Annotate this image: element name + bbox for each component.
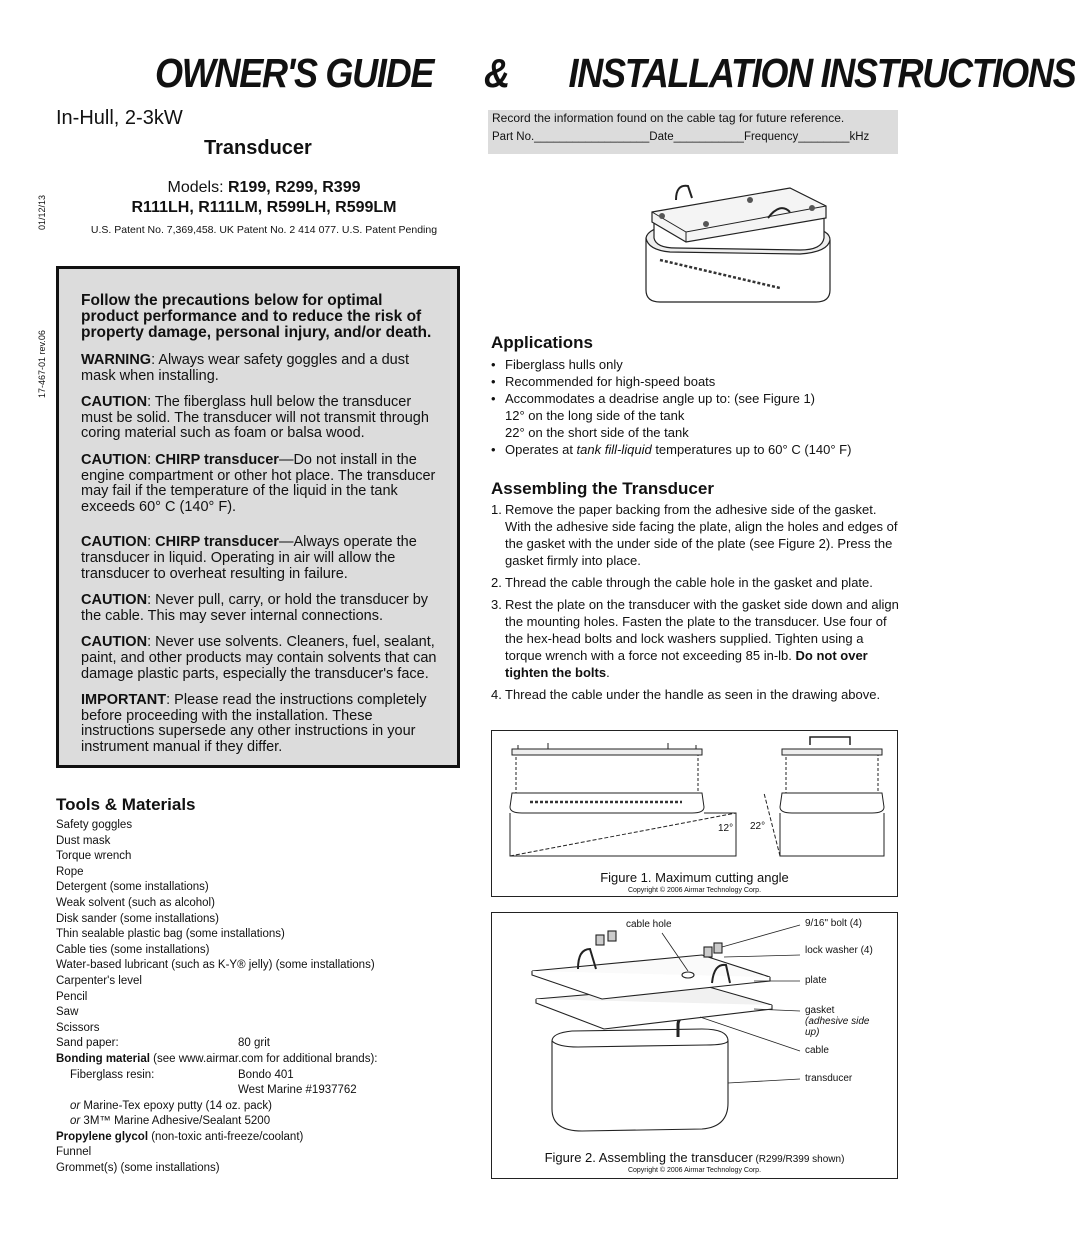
record-fields: Part No.__________________Date___________Frequency________kHz — [492, 131, 870, 143]
list-item: Pencil — [56, 990, 88, 1003]
title-ampersand: & — [484, 50, 509, 96]
assembling-heading: Assembling the Transducer — [491, 479, 714, 498]
figure-2-caption: Figure 2. Assembling the transducer (R299/R399 shown) — [544, 1150, 845, 1165]
transducer-illustration — [640, 178, 832, 310]
cutting-angle-diagram — [492, 731, 897, 866]
cable-hole-label: cable hole — [626, 919, 672, 930]
applications-list — [491, 356, 901, 458]
bolt-label: 9/16" bolt (4) — [805, 918, 862, 929]
cable-label: cable — [805, 1045, 829, 1056]
doc-code: 17-467-01 rev.06 — [37, 330, 47, 398]
models-prefix: Models: — [167, 179, 228, 196]
warning-item: WARNING: Always wear safety goggles and a dust mask when installing. — [81, 352, 410, 384]
list-item: Carpenter's level — [56, 974, 142, 987]
figure-1-caption: Figure 1. Maximum cutting angle — [600, 870, 789, 885]
models — [56, 178, 472, 218]
list-item: • Operates at tank fill-liquid temperatures up to 60° C (140° F) — [491, 441, 901, 458]
list-item: Disk sander (some installations) — [56, 912, 219, 925]
list-item: Saw — [56, 1006, 79, 1019]
lock-washer-label: lock washer (4) — [805, 945, 873, 956]
list-item: West Marine #1937762 — [238, 1084, 357, 1097]
list-item: Grommet(s) (some installations) — [56, 1162, 220, 1175]
important-item: IMPORTANT: Please read the instructions completely before proceeding with the installation. These instructions supersede any other instructions in your instrument manual if they differ. — [81, 692, 427, 755]
list-item: Bonding material (see www.airmar.com for additional brands): — [56, 1052, 378, 1065]
list-item: or Marine-Tex epoxy putty (14 oz. pack) — [70, 1099, 272, 1112]
list-item: • Fiberglass hulls only — [491, 356, 901, 373]
list-item: Funnel — [56, 1146, 92, 1159]
step-2: 2. Thread the cable through the cable hole in the gasket and plate. — [491, 575, 873, 590]
list-item: Safety goggles — [56, 819, 133, 831]
list-item: 12° on the long side of the tank — [505, 408, 685, 423]
step-1: 1. Remove the paper backing from the adhesive side of the gasket. With the adhesive side facing the plate, align the holes and edges of the gasket with the under side of the plate (see Figure 2). Press the gasket firmly into place. — [491, 502, 898, 568]
title-installation: INSTALLATION INSTRUCTIONS — [568, 50, 1075, 96]
figure-1 — [491, 730, 898, 897]
title-owners-guide: OWNER'S GUIDE — [155, 50, 434, 96]
list-item: 22° on the short side of the tank — [505, 425, 689, 440]
list-item: Rope — [56, 865, 84, 878]
record-instruction: Record the information found on the cable tag for future reference. — [492, 111, 845, 125]
tools-list — [56, 818, 476, 1177]
list-item: Detergent (some installations) — [56, 881, 209, 894]
patent-info: U.S. Patent No. 7,369,458. UK Patent No. 2 414 077. U.S. Patent Pending — [90, 224, 438, 236]
gasket-note-label: (adhesive side up) — [805, 1016, 870, 1038]
page-title — [155, 50, 1075, 97]
step-4: 4. Thread the cable under the handle as seen in the drawing above. — [491, 687, 881, 702]
list-item: Scissors — [56, 1021, 100, 1034]
step-3: 3. Rest the plate on the transducer with the gasket side down and align the mounting holes. Fasten the plate to the transducer. Use four of the hex-head bolts and lock washers supplied. Tighten using a torque wrench with a force not exceeding 85 in-lb. Do not over tighten the bolts. — [491, 597, 899, 680]
caution-item: CAUTION: CHIRP transducer—Do not install in the engine compartment or other hot place. The transducer may fail if the temperature of the liquid in the tank exceeds 60° C (140° F). — [81, 451, 436, 515]
list-item: Sand paper: 80 grit — [56, 1037, 270, 1050]
list-item: Weak solvent (such as alcohol) — [56, 896, 215, 909]
list-item: or 3M™ Marine Adhesive/Sealant 5200 — [70, 1115, 271, 1128]
product-name: Transducer — [204, 137, 312, 159]
list-item: Fiberglass resin: Bondo 401 — [70, 1068, 294, 1081]
figure-2-copyright: Copyright © 2006 Airmar Technology Corp. — [627, 1167, 762, 1174]
caution-item: CAUTION: Never use solvents. Cleaners, fuel, sealant, paint, and other products may contain solvents that can damage plastic parts, especially the transducer's face. — [81, 634, 437, 682]
list-item: Dust mask — [56, 834, 111, 847]
date-code: 01/12/13 — [37, 194, 47, 230]
angle-22-label: 22° — [750, 821, 766, 832]
list-item: Torque wrench — [56, 850, 132, 863]
assembling-steps — [491, 501, 901, 708]
figure-1-copyright: Copyright © 2006 Airmar Technology Corp. — [627, 887, 762, 894]
figure-2 — [491, 912, 898, 1179]
tools-heading: Tools & Materials — [56, 795, 196, 814]
caution-item: CAUTION: CHIRP transducer—Always operate the transducer in liquid. Operating in air will allow the transducer to overheat resulting in failure. — [81, 534, 417, 582]
list-item: Cable ties (some installations) — [56, 943, 210, 956]
caution-item: CAUTION: The fiberglass hull below the transducer must be solid. The transducer will not transmit through coring material such as foam or balsa wood. — [81, 394, 429, 442]
angle-12-label: 12° — [718, 823, 734, 834]
transducer-label: transducer — [805, 1073, 853, 1084]
plate-label: plate — [805, 975, 827, 986]
applications-heading: Applications — [491, 333, 594, 352]
list-item: • Recommended for high-speed boats — [491, 373, 901, 390]
list-item: Propylene glycol (non-toxic anti-freeze/coolant) — [56, 1130, 304, 1143]
models-line1: R199, R299, R399 — [227, 179, 361, 196]
gasket-label: gasket — [805, 1005, 835, 1016]
models-line2: R111LH, R111LM, R599LH, R599LM — [131, 199, 397, 216]
precautions-box — [56, 266, 460, 768]
list-item: Water-based lubricant (such as K-Y® jelly) (some installations) — [56, 959, 375, 972]
caution-item: CAUTION: Never pull, carry, or hold the transducer by the cable. This may sever internal connections. — [81, 592, 429, 624]
list-item: Thin sealable plastic bag (some installations) — [56, 928, 285, 941]
list-item: • Accommodates a deadrise angle up to: (see Figure 1) — [491, 390, 901, 407]
record-box — [488, 110, 898, 154]
subtitle: In-Hull, 2-3kW — [56, 107, 183, 129]
precautions-lead: Follow the precautions below for optimal product performance and to reduce the risk of property damage, personal injury, and/or death. — [81, 292, 432, 341]
